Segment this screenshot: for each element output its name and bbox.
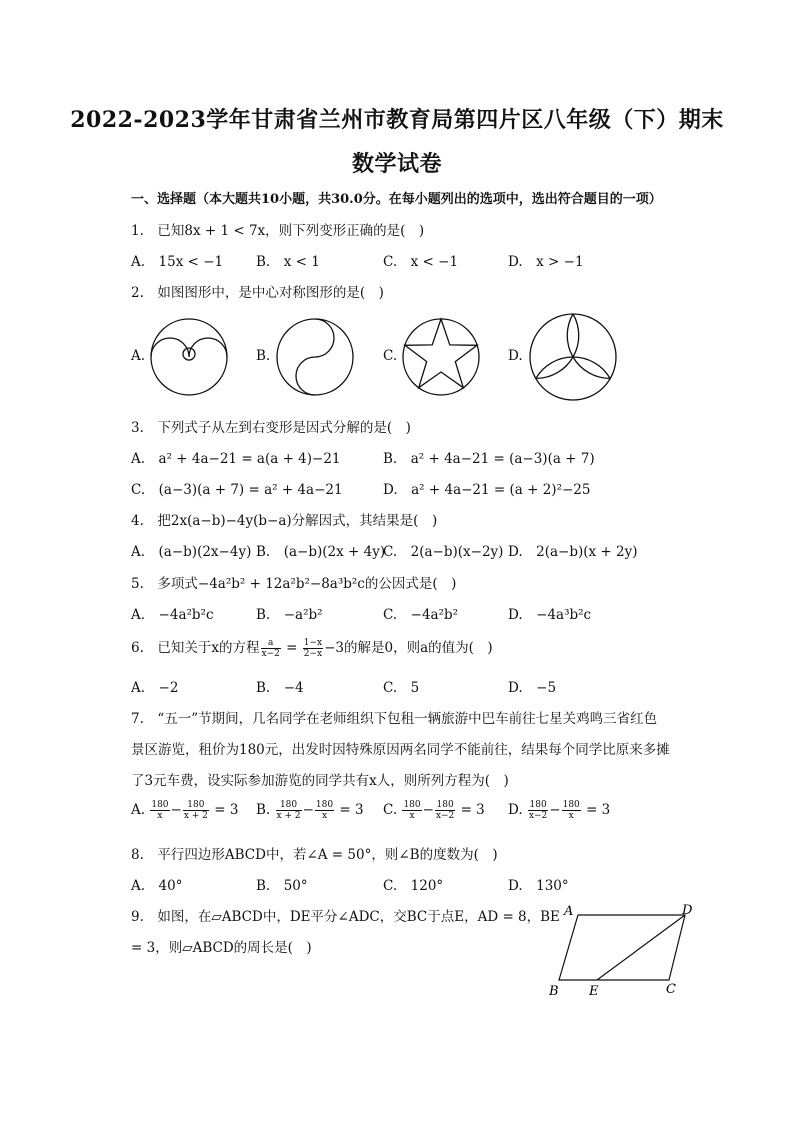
q7-d-n1: 180 xyxy=(529,800,547,810)
q8-stem: 8. 平行四边形ABCD中，若∠A = 50°，则∠B的度数为( ) xyxy=(131,847,498,863)
title-line-2: 数学试卷 xyxy=(351,151,442,177)
q7-b-rhs: = 3 xyxy=(339,802,364,818)
q6-option-b: B. −4 xyxy=(256,680,304,696)
q4-option-a: A. (a−b)(2x−4y) xyxy=(131,544,252,560)
q1-option-b: B. x < 1 xyxy=(256,254,320,270)
q6-stem-post: −3的解是0，则a的值为( ) xyxy=(324,640,493,656)
q7-c-d2: x−2 xyxy=(435,811,455,821)
q6-frac1-num: a xyxy=(261,638,281,649)
q4-option-d: D. 2(a−b)(x + 2y) xyxy=(508,544,638,560)
q7-b-frac1 xyxy=(276,800,302,821)
q7-a-d1: x xyxy=(157,811,163,821)
q7-c-rhs: = 3 xyxy=(460,802,485,818)
q7-d-n2: 180 xyxy=(562,800,580,810)
label-a: A xyxy=(564,904,574,919)
q3-option-a: A. a² + 4a−21 = a(a + 4)−21 xyxy=(131,451,341,467)
q8-option-b: B. 50° xyxy=(256,878,308,894)
q7-c-frac2 xyxy=(435,800,455,821)
q7-d-frac2 xyxy=(562,800,581,821)
q7-c-frac1 xyxy=(402,800,421,821)
q6-fraction-1 xyxy=(261,638,281,659)
label-b: B xyxy=(549,984,559,999)
q7-option-a: A. $\frac{180}{x}$ − $\frac{180}{x + 2}$ = 3 xyxy=(131,800,239,821)
q7-line-2: 景区游览，租价为180元，出发时因特殊原因两名同学不能前往，结果每个同学比原来多摊 xyxy=(131,742,670,758)
parallelogram-abcd xyxy=(559,915,685,980)
q7-d-label: D. xyxy=(508,802,523,818)
q7-d-rhs: = 3 xyxy=(586,802,611,818)
q1-stem: 1. 已知8x + 1 < 7x，则下列变形正确的是( ) xyxy=(131,223,425,239)
q7-line-3: 了3元车费，设实际参加游览的同学共有x人，则所列方程为( ) xyxy=(131,773,509,789)
q4-stem: 4. 把2x(a−b)−4y(b−a)分解因式，其结果是( ) xyxy=(131,513,438,529)
q7-d-d1: x−2 xyxy=(528,811,548,821)
q7-b-d2: x xyxy=(321,811,328,821)
q1-option-a: A. 15x < −1 xyxy=(131,254,224,270)
q8-option-a: A. 40° xyxy=(131,878,183,894)
q7-c-d1: x xyxy=(409,811,415,821)
q9-parallelogram-figure xyxy=(545,900,725,1000)
q6-stem xyxy=(131,636,493,659)
q6-stem-pre: 6. 已知关于x的方程 xyxy=(131,640,260,656)
q7-a-frac1 xyxy=(150,800,169,821)
q7-a-n2: 180 xyxy=(183,800,209,811)
q7-b-n2: 180 xyxy=(315,800,334,810)
q7-d-d2: x xyxy=(568,811,574,821)
q8-option-d: D. 130° xyxy=(508,878,569,894)
label-d: D xyxy=(682,903,693,918)
q7-b-frac2 xyxy=(315,800,334,821)
q6-frac2-num: 1−x xyxy=(303,638,323,648)
q5-option-b: B. −a²b² xyxy=(256,607,323,623)
q6-fraction-2 xyxy=(303,638,323,659)
q1-option-c: C. x < −1 xyxy=(383,254,459,270)
q2-figure-d xyxy=(528,312,618,402)
q7-b-n1: 180 xyxy=(276,800,302,811)
q7-b-label: B. xyxy=(256,802,271,818)
q6-option-a: A. −2 xyxy=(131,680,179,696)
label-c: C xyxy=(666,982,676,997)
q7-a-n1: 180 xyxy=(151,800,169,810)
title-line-1: 2022-2023学年甘肃省兰州市教育局第四片区八年级（下）期末 xyxy=(70,107,724,133)
q2-stem: 2. 如图图形中，是中心对称图形的是( ) xyxy=(131,285,384,301)
q7-option-b: B. $\frac{180}{x + 2}$ − $\frac{180}{x}$ = 3 xyxy=(256,800,364,821)
label-e: E xyxy=(589,984,599,999)
q5-option-d: D. −4a³b²c xyxy=(508,607,592,623)
q2-figure-c xyxy=(401,317,481,397)
q6-option-c: C. 5 xyxy=(383,680,420,696)
q7-option-d: D. $\frac{180}{x-2}$ − $\frac{180}{x}$ = 3 xyxy=(508,800,611,821)
q4-option-c: C. 2(a−b)(x−2y) xyxy=(383,544,504,560)
q7-line-1: 7. “五一”节期间，几名同学在老师组织下包租一辆旅游中巴车前往七星关鸡鸣三省红色 xyxy=(131,711,658,727)
q2-option-c: C. xyxy=(383,348,398,364)
q2-option-a: A. xyxy=(131,348,146,364)
q2-figure-b xyxy=(275,317,355,397)
q2-option-b: B. xyxy=(256,348,271,364)
q9-line-1: 9. 如图，在▱ABCD中，DE平分∠ADC，交BC于点E，AD = 8，BE xyxy=(131,909,560,925)
q2-option-d: D. xyxy=(508,348,523,364)
section-heading: 一、选择题（本大题共10小题，共30.0分。在每小题列出的选项中，选出符合题目的一项） xyxy=(131,192,662,207)
q8-option-c: C. 120° xyxy=(383,878,444,894)
q6-frac2-den: 2−x xyxy=(303,649,323,659)
q6-option-d: D. −5 xyxy=(508,680,557,696)
q9-line-2: = 3，则▱ABCD的周长是( ) xyxy=(131,940,312,956)
q5-option-a: A. −4a²b²c xyxy=(131,607,214,623)
q7-c-label: C. xyxy=(383,802,398,818)
q7-b-d1: x + 2 xyxy=(276,811,301,821)
q7-d-frac1 xyxy=(528,800,548,821)
q6-frac1-den: x−2 xyxy=(261,649,280,659)
q3-option-b: B. a² + 4a−21 = (a−3)(a + 7) xyxy=(383,451,595,467)
q2-figure-a xyxy=(149,317,229,397)
q7-a-frac2 xyxy=(183,800,209,821)
q7-a-d2: x + 2 xyxy=(183,811,208,821)
q3-option-d: D. a² + 4a−21 = (a + 2)²−25 xyxy=(383,482,591,498)
q3-option-c: C. (a−3)(a + 7) = a² + 4a−21 xyxy=(131,482,343,498)
q3-stem: 3. 下列式子从左到右变形是因式分解的是( ) xyxy=(131,420,411,436)
q7-c-n2: 180 xyxy=(436,800,454,810)
q4-option-b: B. (a−b)(2x + 4y) xyxy=(256,544,386,560)
q7-a-label: A. xyxy=(131,802,146,818)
q7-option-c: C. $\frac{180}{x}$ − $\frac{180}{x-2}$ = 3 xyxy=(383,800,485,821)
q6-equals: = xyxy=(281,640,302,656)
q7-a-rhs: = 3 xyxy=(214,802,239,818)
q7-c-n1: 180 xyxy=(403,800,421,810)
q1-option-d: D. x > −1 xyxy=(508,254,584,270)
q5-option-c: C. −4a²b² xyxy=(383,607,459,623)
q5-stem: 5. 多项式−4a²b² + 12a²b²−8a³b²c的公因式是( ) xyxy=(131,576,457,592)
